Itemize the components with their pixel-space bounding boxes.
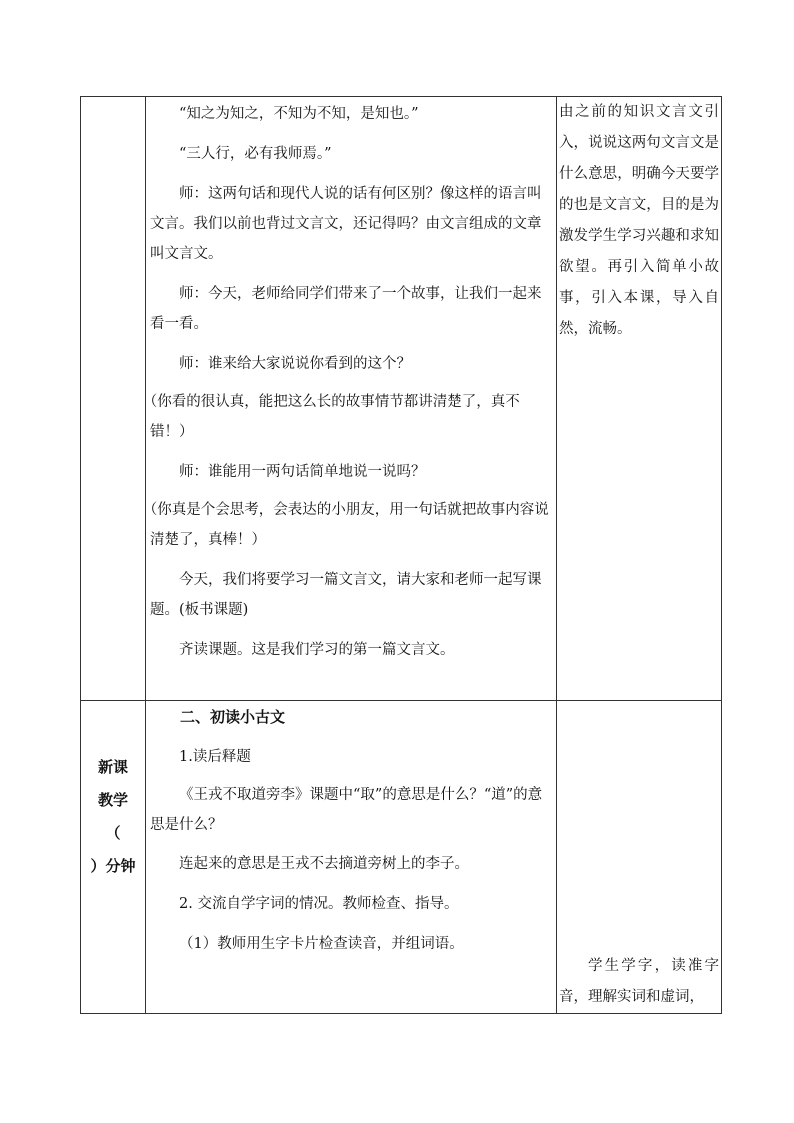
lesson-plan-table <box>80 96 722 1014</box>
teacher-line: 师：谁来给大家说说你看到的这个？ <box>179 356 411 372</box>
teacher-line: 师：今天，老师给同学们带来了一个故事，让我们一起来看一看。 <box>150 286 542 332</box>
section-heading: 二、初读小古文 <box>180 708 286 726</box>
step-line: 2. 交流自学字词的情况。教师检查、指导。 <box>179 896 459 912</box>
teaching-process-cell <box>142 97 557 701</box>
stage-label-line: ）分钟 <box>90 857 136 875</box>
design-intent-text: 学生学字，读准字音，理解实词和虚词， <box>559 958 719 1005</box>
teacher-line: 齐读课题。这是我们学习的第一篇文言文。 <box>179 642 455 658</box>
left-cell-empty <box>81 97 146 701</box>
step-line: 《王戎不取道旁李》课题中“取”的意思是什么？“道”的意思是什么？ <box>150 787 543 833</box>
design-intent-cell <box>557 97 722 701</box>
teacher-line: 师：这两句话和现代人说的话有何区别？像这样的语言叫文言。我们以前也背过文言文，还记得吗？由文言组成的文章叫文言文。 <box>150 186 542 262</box>
quote-line: “知之为知之，不知为不知，是知也。” <box>179 106 419 122</box>
stage-label-line: 新课 <box>97 758 128 776</box>
step-line: 连起来的意思是王戎不去摘道旁树上的李子。 <box>179 856 469 872</box>
stage-label-line: 教学 <box>97 791 128 809</box>
design-intent-text: 由之前的知识文言文引入，说说这两句文言文是什么意思，明确今天要学的也是文言文，目的是为激发学生学习兴趣和求知欲望。再引入简单小故事，引入本课，导入自然，流畅。 <box>559 104 719 337</box>
step-line: （1）教师用生字卡片检查读音，并组词语。 <box>179 936 464 952</box>
praise-note: （你真是个会思考，会表达的小朋友，用一句话就把故事内容说清楚了，真棒！） <box>142 502 549 548</box>
step-line: 1.读后释题 <box>179 749 251 765</box>
stage-label <box>81 751 145 883</box>
stage-label-line: （ <box>105 824 121 842</box>
teacher-line: 今天，我们将要学习一篇文言文，请大家和老师一起写课题。(板书课题) <box>150 572 542 618</box>
stage-label-cell <box>81 701 146 1014</box>
quote-line: “三人行，必有我师焉。” <box>179 146 332 162</box>
table-row <box>81 701 722 1014</box>
teaching-process-cell <box>146 701 557 1014</box>
teacher-line: 师：谁能用一两句话简单地说一说吗？ <box>179 464 426 480</box>
praise-note: （你看的很认真，能把这么长的故事情节都讲清楚了，真不错！） <box>142 394 520 440</box>
design-intent-cell <box>557 701 722 1014</box>
table-row <box>81 97 722 701</box>
